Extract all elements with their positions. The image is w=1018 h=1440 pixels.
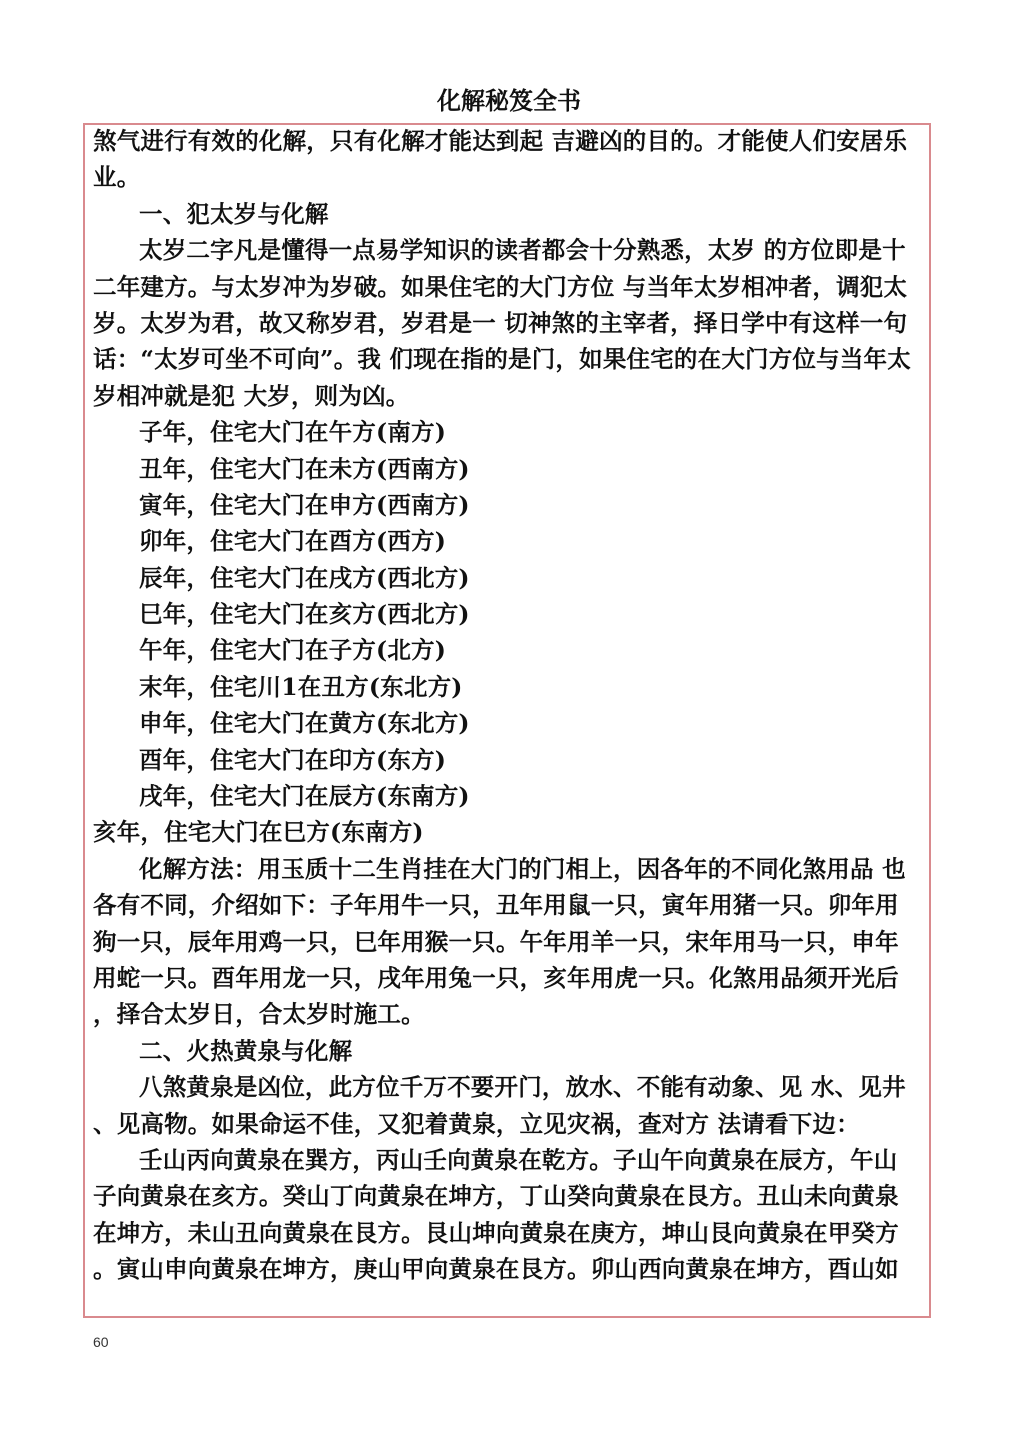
text-line: 各有不同，介绍如下：子年用牛一只，丑年用鼠一只，寅年用猪一只。卯年用 [93,891,899,920]
text-line: 酉年，住宅大门在印方(东方) [139,745,447,774]
text-line: 巳年，住宅大门在亥方(西北方) [139,600,470,629]
text-line: 戌年，住宅大门在辰方(东南方) [139,782,470,811]
page-title: 化解秘笈全书 [437,86,581,115]
text-line: 化解方法：用玉质十二生肖挂在大门的门相上，因各年的不同化煞用品 也 [139,854,906,883]
text-line: ，择合太岁日，合太岁时施工。 [93,1000,425,1029]
text-line: 二年建方。与太岁冲为岁破。如果住宅的大门方位 与当年太岁相冲者，调犯太 [93,272,908,301]
text-line: 、见高物。如果命运不佳，又犯着黄泉，立见灾祸，查对方 法请看下边： [93,1109,860,1138]
body-text [93,123,923,1288]
text-line: 煞气进行有效的化解，只有化解才能达到起 吉避凶的目的。才能使人们安居乐 [93,127,908,155]
text-line: 壬山丙向黄泉在巽方，丙山壬向黄泉在乾方。子山午向黄泉在辰方，午山 [139,1145,898,1174]
text-line: 午年，住宅大门在子方(北方) [139,636,447,665]
page-number: 60 [93,1334,109,1350]
text-line: 卯年，住宅大门在酉方(西方) [139,527,447,556]
text-line: 亥年，住宅大门在巳方(东南方) [93,818,424,847]
text-line: 在坤方，未山丑向黄泉在艮方。艮山坤向黄泉在庚方，坤山艮向黄泉在甲癸方 [93,1218,899,1247]
text-line: 八煞黄泉是凶位，此方位千万不要开门，放水、不能有动象、见 水、见井 [139,1073,906,1102]
text-line: 话：“太岁可坐不可向”。我 们现在指的是门，如果住宅的在大门方位与当年太 [93,345,911,374]
text-line: 丑年，住宅大门在未方(西南方) [139,454,470,483]
text-line: 。寅山申向黄泉在坤方，庚山甲向黄泉在艮方。卯山西向黄泉在坤方，酉山如 [93,1255,899,1284]
text-line: 二、火热黄泉与化解 [139,1036,353,1065]
text-line: 寅年，住宅大门在申方(西南方) [139,490,470,519]
text-line: 子向黄泉在亥方。癸山丁向黄泉在坤方，丁山癸向黄泉在艮方。丑山未向黄泉 [93,1182,899,1211]
text-line: 业。 [93,163,141,192]
text-line: 岁相冲就是犯 大岁，则为凶。 [93,381,410,410]
text-line: 末年，住宅川1在丑方(东北方) [139,672,463,701]
text-line: 太岁二字凡是懂得一点易学知识的读者都会十分熟悉，太岁 的方位即是十 [139,236,906,265]
text-line: 岁。太岁为君，故又称岁君，岁君是一 切神煞的主宰者，择日学中有这样一句 [93,308,908,337]
text-line: 狗一只，辰年用鸡一只，巳年用猴一只。午年用羊一只，宋年用马一只，申年 [93,927,899,956]
text-line: 辰年，住宅大门在戌方(西北方) [139,563,470,592]
text-line: 申年，住宅大门在黄方(东北方) [139,709,470,738]
text-line: 一、犯太岁与化解 [139,199,329,228]
text-line: 子年，住宅大门在午方(南方) [139,418,447,447]
text-line: 用蛇一只。酉年用龙一只，戌年用兔一只，亥年用虎一只。化煞用品须开光后 [93,963,899,992]
